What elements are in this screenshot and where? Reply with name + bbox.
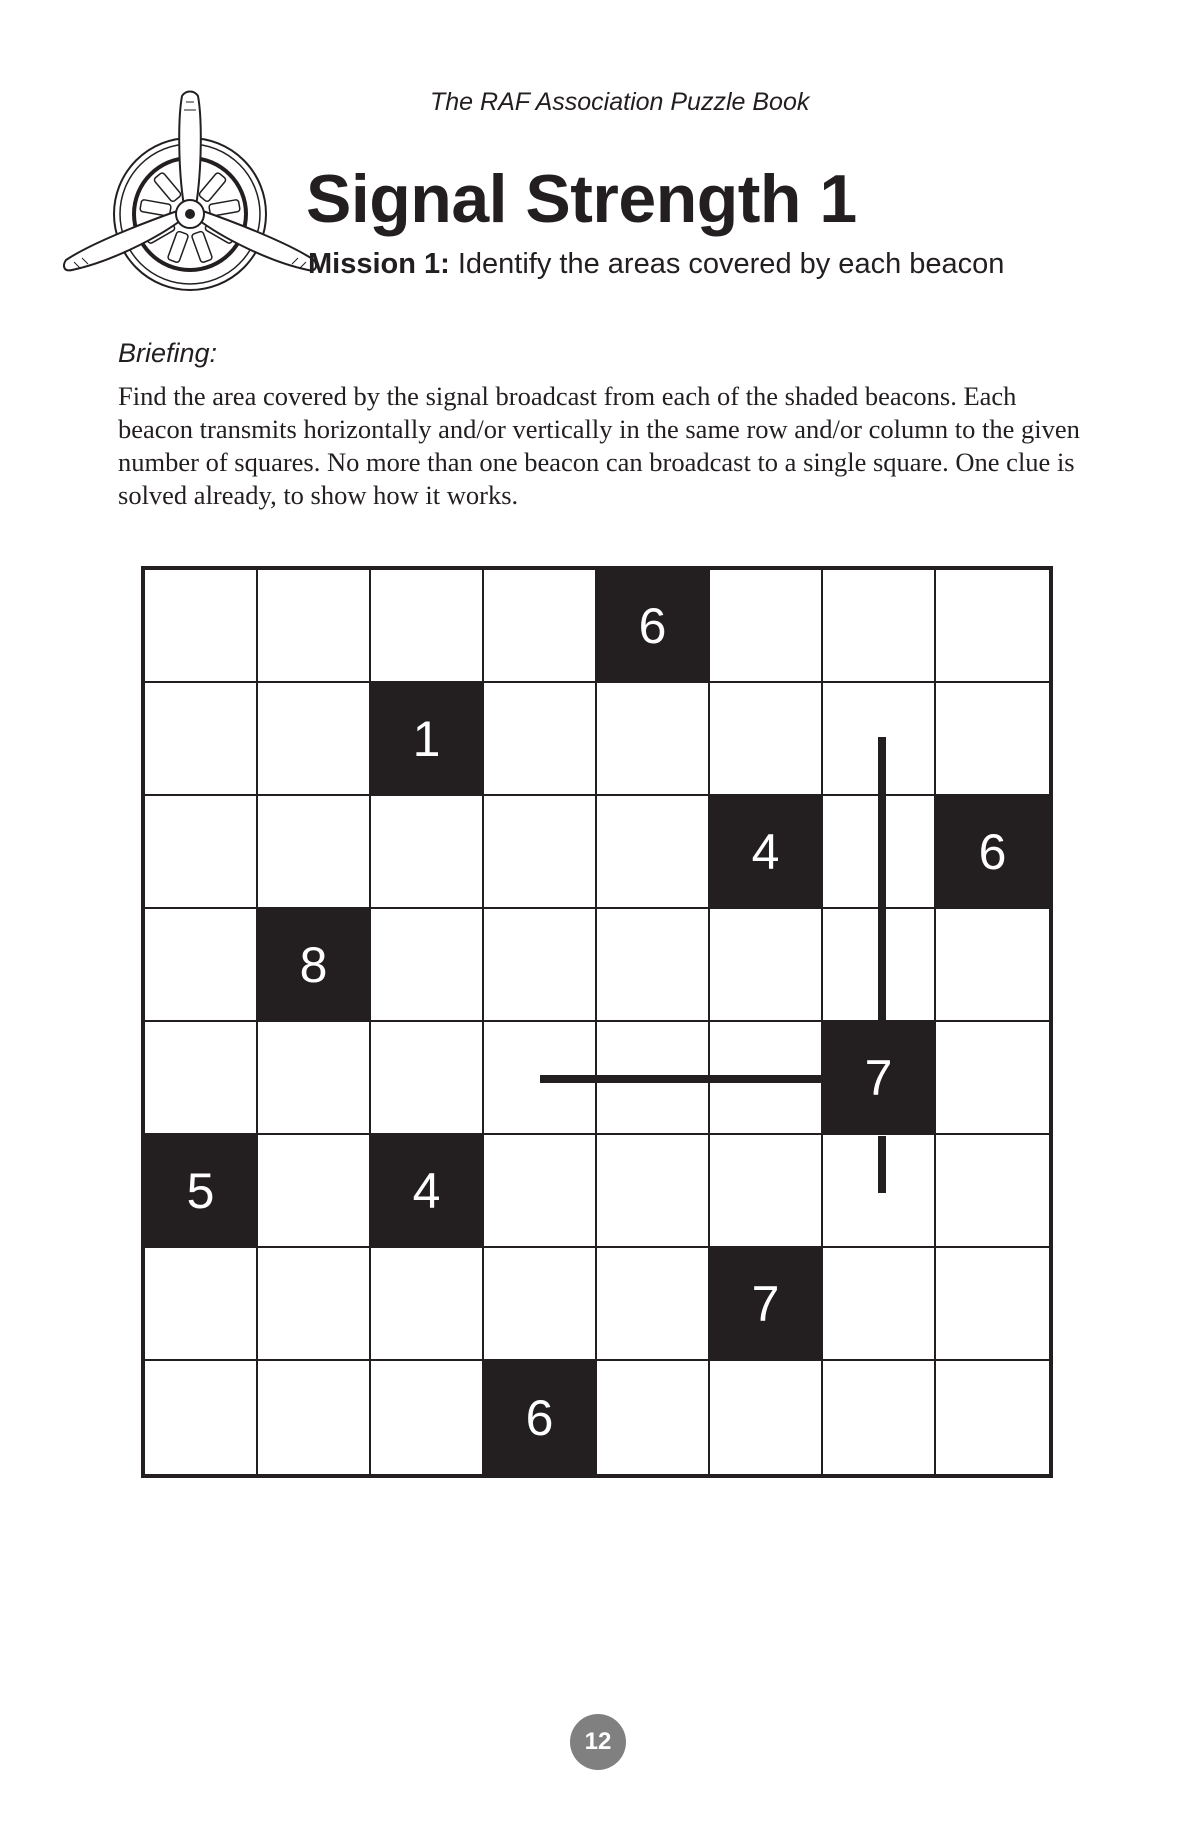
grid-cell[interactable] [258,683,371,796]
mission-line [308,248,1004,281]
grid-cell[interactable] [597,1361,710,1474]
grid-cell[interactable] [823,1135,936,1248]
grid-cell[interactable] [597,683,710,796]
grid-cell[interactable] [936,909,1049,1022]
grid-cell[interactable] [823,683,936,796]
grid-cell[interactable] [371,570,484,683]
grid-cell[interactable] [597,1248,710,1361]
grid-cell[interactable] [145,683,258,796]
grid-cell[interactable] [258,796,371,909]
grid-cell[interactable] [258,570,371,683]
grid-cell[interactable] [936,570,1049,683]
grid-cell[interactable] [145,570,258,683]
beacon-cell[interactable]: 4 [371,1135,484,1248]
grid-cell[interactable] [371,1361,484,1474]
grid-cell[interactable] [936,1361,1049,1474]
grid-cell[interactable] [484,1022,597,1135]
grid-cell[interactable] [371,1248,484,1361]
beacon-cell[interactable]: 5 [145,1135,258,1248]
beacon-cell[interactable]: 8 [258,909,371,1022]
grid-cell[interactable] [597,796,710,909]
grid-cell[interactable] [371,1022,484,1135]
briefing-heading: Briefing: [118,338,218,368]
grid-cell[interactable] [823,570,936,683]
grid-cell[interactable] [145,796,258,909]
puzzle-grid [141,566,1053,1478]
beacon-cell[interactable]: 4 [710,796,823,909]
grid-cell[interactable] [597,909,710,1022]
grid-cell[interactable] [710,1135,823,1248]
grid-cell[interactable] [823,796,936,909]
grid-cell[interactable] [145,1361,258,1474]
grid-cell[interactable] [484,909,597,1022]
beacon-cell[interactable]: 6 [936,796,1049,909]
grid-cell[interactable] [258,1022,371,1135]
page-number-badge: 12 [570,1714,626,1770]
grid-cell[interactable] [710,909,823,1022]
puzzle-title: Signal Strength 1 [306,161,857,237]
grid-cell[interactable] [936,1022,1049,1135]
beacon-cell[interactable]: 1 [371,683,484,796]
grid-cell[interactable] [371,909,484,1022]
grid-cell[interactable] [145,909,258,1022]
grid-cell[interactable] [258,1248,371,1361]
grid-cell[interactable] [597,1135,710,1248]
grid-cell[interactable] [484,796,597,909]
mission-label: Mission 1: [308,248,450,280]
beacon-cell[interactable]: 6 [484,1361,597,1474]
grid-cell[interactable] [823,1248,936,1361]
grid-cell[interactable] [823,909,936,1022]
beacon-cell[interactable]: 7 [710,1248,823,1361]
grid-cell[interactable] [710,570,823,683]
grid-cell[interactable] [710,1361,823,1474]
grid-cell[interactable] [371,796,484,909]
briefing-text: Find the area covered by the signal broadcast from each of the shaded beacons. Each beacon transmits horizontally and/or vertically in the same row and/or column to the given number of squares. No more than one beacon can broadcast to a single square. One clue is solved already, to show how it works. [118,381,1080,510]
grid-cell[interactable] [484,1248,597,1361]
grid-cell[interactable] [484,683,597,796]
grid-cell[interactable] [145,1248,258,1361]
grid-cell[interactable] [936,683,1049,796]
grid-cell[interactable] [710,1022,823,1135]
grid-cell[interactable] [145,1022,258,1135]
grid-cell[interactable] [823,1361,936,1474]
grid-cell[interactable] [484,1135,597,1248]
grid-cell[interactable] [258,1361,371,1474]
book-title: The RAF Association Puzzle Book [430,88,810,116]
grid-cell[interactable] [936,1248,1049,1361]
grid-cell[interactable] [597,1022,710,1135]
grid-cell[interactable] [258,1135,371,1248]
beacon-cell[interactable]: 6 [597,570,710,683]
beacon-cell[interactable]: 7 [823,1022,936,1135]
propeller-engine-icon [60,88,330,328]
grid-cell[interactable] [936,1135,1049,1248]
mission-text: Identify the areas covered by each beacon [449,248,1005,280]
grid-cell[interactable] [484,570,597,683]
grid-cell[interactable] [710,683,823,796]
